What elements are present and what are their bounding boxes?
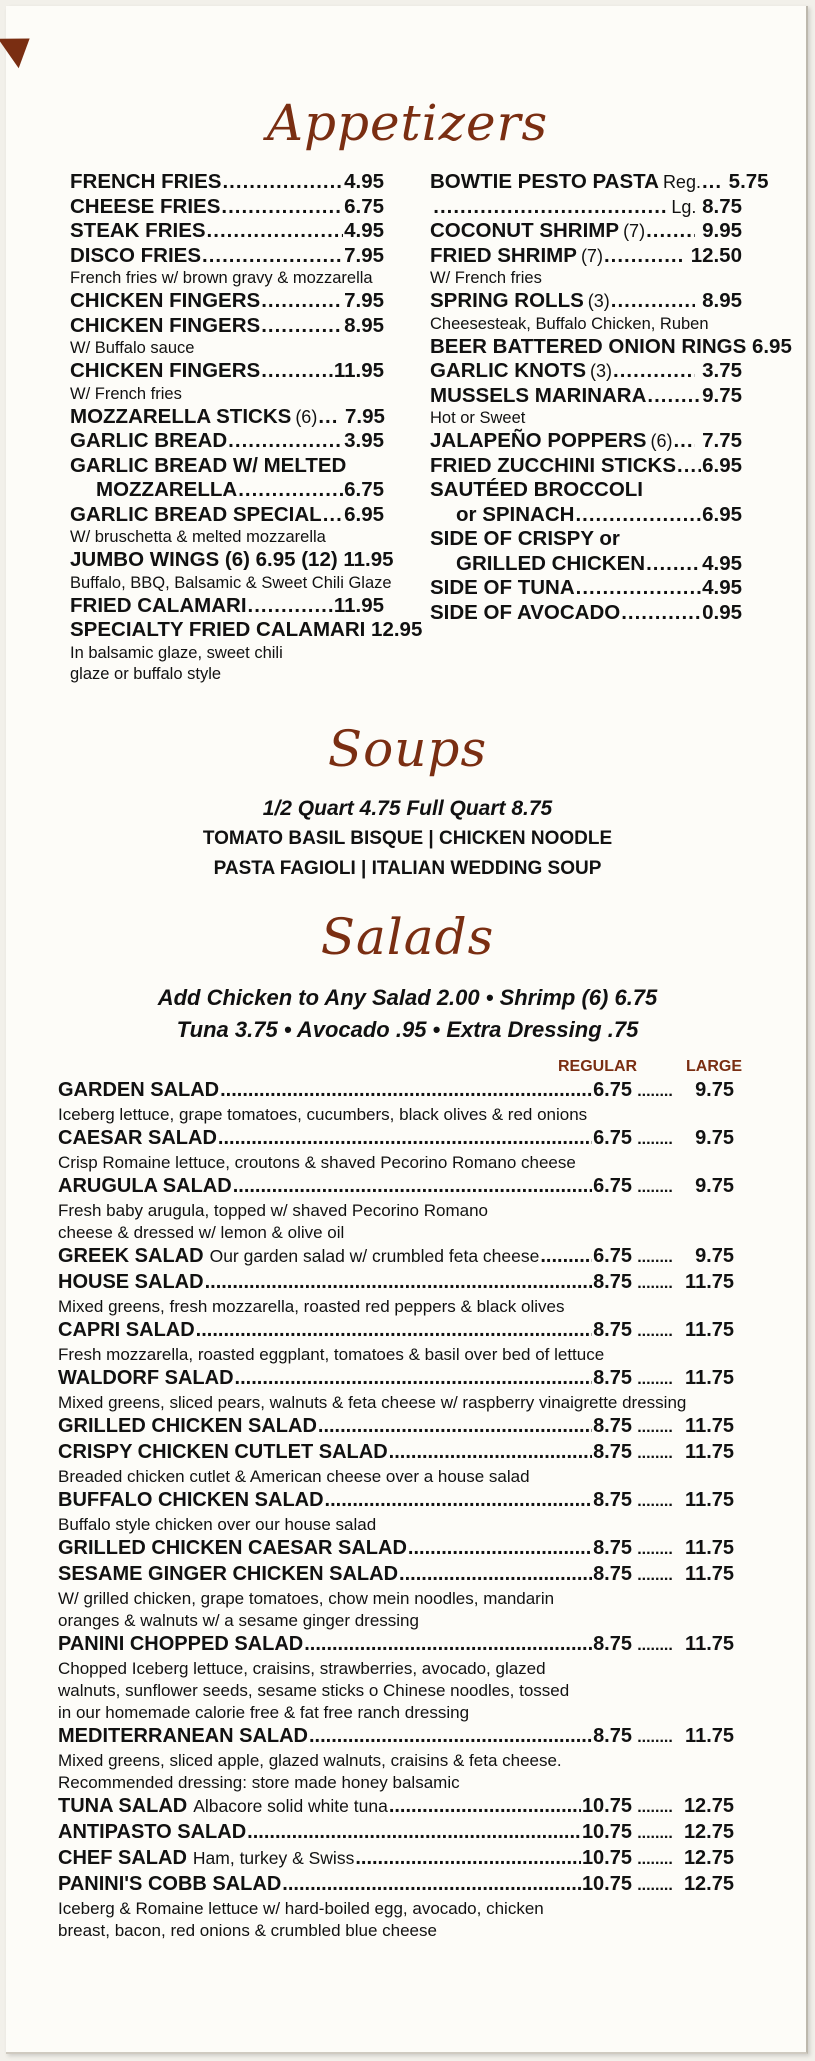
item-name: CHEESE FRIES [70, 194, 221, 218]
salad-inline-description: Albacore solid white tuna [193, 1796, 388, 1816]
leader-dots-short: ........ [637, 1541, 673, 1558]
leader-dots [221, 195, 343, 220]
leader-dots-short: ........ [637, 1179, 673, 1196]
item-price: 9.75 [702, 383, 742, 407]
regular-price: 8.75 [593, 1441, 632, 1463]
menu-item-row [430, 429, 742, 454]
item-name: SAUTÉED BROCCOLI [430, 478, 643, 501]
salad-description: in our homemade calorie free & fat free ranch dressing [58, 1703, 470, 1722]
large-price: 11.75 [685, 1319, 734, 1341]
salad-name: WALDORF SALAD [58, 1367, 234, 1389]
regular-price: 8.75 [593, 1367, 632, 1389]
leader-dots [621, 601, 701, 626]
leader-dots-short: ........ [637, 1851, 673, 1868]
item-description: W/ French fries [430, 269, 542, 287]
menu-item-row [430, 527, 742, 552]
menu-item-row [430, 552, 742, 577]
item-name: BEER BATTERED ONION RINGS 6.95 [430, 334, 792, 358]
menu-item-row [430, 334, 792, 360]
salad-row [58, 1820, 734, 1846]
item-name: DISCO FRIES [70, 243, 201, 267]
leader-dots-short: ........ [637, 1083, 673, 1100]
salad-description: walnuts, sunflower seeds, sesame sticks o Chinese noodles, tossed [58, 1681, 570, 1700]
leader-dots [304, 1632, 592, 1656]
salad-row [58, 1872, 734, 1898]
item-option: (6) [295, 406, 318, 427]
salad-name: GRILLED CHICKEN CAESAR SALAD [58, 1537, 407, 1559]
large-price: 12.75 [683, 1847, 734, 1869]
menu-item-row [430, 359, 742, 384]
salad-name: BUFFALO CHICKEN SALAD [58, 1489, 324, 1511]
soups-list-line-2: PASTA FAGIOLI | ITALIAN WEDDING SOUP [213, 858, 602, 879]
leader-dots [646, 219, 695, 244]
item-option: (6) [650, 431, 673, 451]
leader-dots-short: ........ [637, 1877, 673, 1894]
large-price: 9.75 [695, 1245, 734, 1267]
item-name: GARLIC BREAD [70, 429, 228, 452]
leader-dots [677, 454, 701, 479]
leader-dots [309, 1724, 592, 1748]
leader-dots [220, 1078, 592, 1102]
salads-addon-line-2: Tuna 3.75 • Avocado .95 • Extra Dressing .75 [176, 1017, 639, 1042]
regular-price: 8.75 [593, 1563, 632, 1585]
leader-dots [248, 594, 333, 619]
item-price: 4.95 [344, 219, 384, 242]
leader-dots [408, 1536, 592, 1560]
item-name: COCONUT SHRIMP [430, 219, 620, 242]
item-option: Reg. [662, 172, 701, 192]
appetizers-left-column [70, 170, 423, 685]
salad-row [58, 1536, 734, 1562]
large-price: 11.75 [685, 1441, 734, 1463]
leader-dots [389, 1440, 592, 1464]
salad-description: Mixed greens, sliced apple, glazed walnuts, craisins & feta cheese. [58, 1751, 562, 1770]
leader-dots [235, 1366, 593, 1390]
salad-name: HOUSE SALAD [58, 1271, 204, 1293]
item-description: W/ Buffalo sauce [70, 339, 195, 357]
salad-name: SESAME GINGER CHICKEN SALAD [58, 1563, 399, 1585]
regular-price: 6.75 [593, 1127, 632, 1149]
item-name: CHICKEN FINGERS [70, 289, 261, 312]
leader-dots-short: ........ [637, 1825, 673, 1842]
leader-dots-short: ........ [637, 1323, 673, 1340]
leader-dots [261, 359, 333, 384]
item-price: 5.75 [728, 170, 769, 193]
leader-dots [196, 1318, 592, 1342]
salad-row [58, 1562, 734, 1588]
salad-name: CHEF SALAD [58, 1847, 187, 1869]
salad-inline-description: Our garden salad w/ crumbled feta cheese [209, 1246, 540, 1266]
regular-price: 8.75 [593, 1489, 632, 1511]
item-price: 9.95 [702, 219, 742, 242]
menu-item-row [430, 576, 742, 601]
leader-dots-short: ........ [637, 1131, 673, 1148]
large-price: 11.75 [685, 1725, 734, 1747]
leader-dots [389, 1794, 581, 1818]
item-price: 11.95 [333, 359, 384, 382]
regular-price: 8.75 [593, 1633, 632, 1655]
leader-dots [218, 1126, 592, 1150]
salad-name: ANTIPASTO SALAD [58, 1821, 247, 1843]
leader-dots [233, 1174, 592, 1198]
regular-price: 10.75 [581, 1873, 632, 1895]
regular-price: 10.75 [581, 1795, 632, 1817]
item-price: 6.75 [344, 478, 384, 501]
salad-row [58, 1846, 734, 1872]
item-price: 0.95 [702, 600, 742, 624]
item-name: MOZZARELLA STICKS [70, 404, 292, 428]
leader-dots [325, 1488, 593, 1512]
regular-price: 8.75 [593, 1725, 632, 1747]
item-name: MOZZARELLA [96, 478, 238, 501]
salad-inline-description: Ham, turkey & Swiss [192, 1848, 355, 1868]
item-description: French fries w/ brown gravy & mozzarella [70, 269, 373, 287]
item-price: 4.95 [702, 576, 742, 599]
leader-dots-short: ........ [637, 1637, 673, 1654]
large-price: 11.75 [685, 1563, 734, 1585]
item-price: 3.95 [344, 429, 384, 452]
regular-price: 8.75 [593, 1319, 632, 1341]
item-price: 6.95 [702, 502, 742, 526]
salad-name: CAESAR SALAD [58, 1127, 217, 1149]
leader-dots [222, 170, 343, 195]
item-name: MUSSELS MARINARA [430, 383, 647, 407]
leader-dots [202, 244, 343, 269]
menu-item-row [70, 219, 384, 244]
item-price: 7.75 [702, 429, 742, 452]
salad-description: Iceberg & Romaine lettuce w/ hard-boiled egg, avocado, chicken [58, 1899, 544, 1918]
item-name: GARLIC BREAD W/ MELTED [70, 453, 347, 477]
salad-name: PANINI'S COBB SALAD [58, 1873, 282, 1895]
item-name: GARLIC KNOTS [430, 359, 587, 382]
leader-dots [611, 289, 696, 314]
menu-item-row [70, 314, 384, 339]
salad-row [58, 1270, 734, 1296]
salad-row [58, 1366, 734, 1392]
menu-item-row [70, 618, 423, 643]
leader-dots-short: ........ [637, 1493, 673, 1510]
item-option: (7) [623, 221, 646, 241]
leader-dots-short: ........ [637, 1445, 673, 1462]
item-price: 4.95 [702, 551, 742, 575]
leader-dots-short: ........ [637, 1419, 673, 1436]
item-option: (3) [587, 291, 610, 311]
item-name: SPECIALTY FRIED CALAMARI 12.95 [70, 618, 423, 641]
leader-dots [399, 1562, 592, 1586]
item-name: GARLIC BREAD SPECIAL [70, 502, 322, 526]
item-name: CHICKEN FINGERS [70, 313, 261, 337]
menu-item-row [430, 478, 742, 503]
leader-dots [282, 1872, 581, 1896]
leader-dots [207, 219, 344, 244]
menu-item-row [70, 244, 384, 269]
large-price: 11.75 [685, 1537, 734, 1559]
leader-dots [702, 170, 722, 195]
salad-description: Breaded chicken cutlet & American cheese over a house salad [58, 1467, 530, 1486]
regular-price: 8.75 [593, 1537, 632, 1559]
menu-item-row [430, 384, 742, 409]
salad-name: MEDITERRANEAN SALAD [58, 1725, 308, 1747]
leader-dots [318, 405, 338, 430]
menu-item-row [70, 548, 394, 573]
leader-dots [575, 503, 701, 528]
large-price: 11.75 [685, 1367, 734, 1389]
regular-price: 6.75 [593, 1175, 632, 1197]
regular-price: 6.75 [593, 1245, 632, 1267]
salad-description: Mixed greens, sliced pears, walnuts & feta cheese w/ raspberry vinaigrette dressing [58, 1393, 687, 1412]
salad-row [58, 1794, 734, 1820]
menu-item-row [70, 503, 384, 528]
large-price: 11.75 [685, 1415, 734, 1437]
item-name: FRIED ZUCCHINI STICKS [430, 453, 676, 477]
leader-dots [261, 289, 343, 314]
item-price: 7.95 [345, 404, 385, 428]
leader-dots-short: ........ [637, 1729, 673, 1746]
item-name: JALAPEÑO POPPERS [430, 429, 647, 452]
salad-description: Recommended dressing: store made honey balsamic [58, 1773, 460, 1792]
leader-dots [247, 1820, 581, 1844]
salad-row [58, 1126, 734, 1152]
leader-dots-short: ........ [637, 1275, 673, 1292]
salad-description: oranges & walnuts w/ a sesame ginger dressing [58, 1611, 419, 1630]
item-option: (7) [580, 245, 603, 266]
salads-addon-line-1: Add Chicken to Any Salad 2.00 • Shrimp (6) 6.75 [157, 985, 658, 1010]
menu-item-row [430, 195, 742, 220]
regular-header: REGULAR [558, 1058, 638, 1075]
item-description: W/ bruschetta & melted mozzarella [70, 528, 326, 546]
menu-item-row [430, 219, 742, 244]
leader-dots-short: ........ [637, 1371, 673, 1388]
item-name: SIDE OF TUNA [430, 576, 575, 599]
item-price: 6.75 [344, 194, 384, 218]
leader-dots [355, 1846, 581, 1870]
item-price: 8.95 [702, 289, 742, 312]
menu-item-row [70, 195, 384, 220]
salad-name: TUNA SALAD [58, 1795, 188, 1817]
item-description: Buffalo, BBQ, Balsamic & Sweet Chili Glaze [70, 573, 392, 592]
item-price: 12.50 [690, 243, 742, 267]
item-name: SIDE OF CRISPY or [430, 527, 620, 550]
appetizers-right-column [430, 170, 792, 625]
menu-item-row [430, 503, 742, 528]
regular-price: 6.75 [593, 1079, 632, 1101]
regular-price: 8.75 [593, 1415, 632, 1437]
salad-row [58, 1488, 734, 1514]
item-name: SIDE OF AVOCADO [430, 600, 621, 624]
salad-description: breast, bacon, red onions & crumbled blue cheese [58, 1921, 437, 1940]
menu-item-row [70, 594, 384, 619]
item-price: 8.95 [344, 313, 384, 337]
leader-dots [205, 1270, 592, 1294]
salads-list [58, 1078, 734, 1942]
leader-dots-short: ........ [637, 1799, 673, 1816]
salad-description: Mixed greens, fresh mozzarella, roasted red peppers & black olives [58, 1297, 565, 1316]
item-price: 7.95 [344, 243, 384, 267]
leader-dots [540, 1244, 592, 1268]
menu-item-row [70, 170, 384, 195]
item-price: 6.95 [344, 502, 384, 526]
regular-price: 10.75 [581, 1821, 632, 1843]
salad-row [58, 1318, 734, 1344]
salad-row [58, 1244, 734, 1270]
large-price: 12.75 [683, 1795, 734, 1817]
item-option: (3) [590, 361, 613, 381]
menu-item-row [430, 244, 742, 269]
menu-item-row [430, 170, 769, 195]
leader-dots [604, 244, 684, 269]
large-price: 9.75 [695, 1079, 734, 1101]
item-description: Cheesesteak, Buffalo Chicken, Ruben [430, 314, 709, 333]
large-price: 11.75 [685, 1271, 734, 1293]
appetizers-title: Appetizers [266, 94, 549, 152]
large-price: 9.75 [695, 1175, 734, 1197]
leader-dots [433, 195, 666, 220]
salad-description: W/ grilled chicken, grape tomatoes, chow mein noodles, mandarin [58, 1589, 555, 1608]
menu-item-row [70, 359, 384, 384]
menu-item-row [430, 289, 742, 314]
salad-row [58, 1414, 734, 1440]
leader-dots [238, 478, 343, 503]
item-description: glaze or buffalo style [70, 664, 222, 683]
salad-name: PANINI CHOPPED SALAD [58, 1633, 304, 1655]
salad-name: CAPRI SALAD [58, 1319, 195, 1341]
large-header: LARGE [686, 1058, 742, 1075]
salad-row [58, 1724, 734, 1750]
menu-item-row [70, 478, 384, 503]
salad-description: Chopped Iceberg lettuce, craisins, strawberries, avocado, glazed [58, 1659, 546, 1678]
item-description: W/ French fries [70, 384, 182, 403]
menu-item-row [70, 289, 384, 314]
large-price: 12.75 [683, 1821, 734, 1843]
item-option: Lg. [671, 196, 697, 217]
salad-description: Fresh baby arugula, topped w/ shaved Pecorino Romano [58, 1201, 488, 1220]
salad-name: ARUGULA SALAD [58, 1175, 232, 1197]
leader-dots [323, 503, 343, 528]
salad-row [58, 1174, 734, 1200]
item-price: 7.95 [344, 289, 384, 312]
menu-item-row [70, 429, 384, 454]
leader-dots-short: ........ [637, 1567, 673, 1584]
item-name: JUMBO WINGS (6) 6.95 (12) 11.95 [70, 548, 394, 571]
leader-dots [613, 359, 695, 384]
leader-dots [646, 552, 701, 577]
large-price: 9.75 [695, 1127, 734, 1149]
item-name: FRENCH FRIES [70, 170, 222, 193]
leader-dots-short: ........ [637, 1249, 673, 1266]
item-price: 3.75 [702, 359, 742, 382]
leader-dots [647, 384, 701, 409]
soups-list-line-1: TOMATO BASIL BISQUE | CHICKEN NOODLE [202, 828, 613, 849]
item-name: FRIED CALAMARI [70, 593, 247, 617]
large-price: 11.75 [685, 1633, 734, 1655]
salad-name: GARDEN SALAD [58, 1079, 220, 1101]
leader-dots [318, 1414, 592, 1438]
item-name: BOWTIE PESTO PASTA [430, 170, 659, 193]
item-name: SPRING ROLLS [430, 289, 584, 312]
leader-dots [228, 429, 343, 454]
item-name: STEAK FRIES [70, 219, 206, 242]
salad-row [58, 1440, 734, 1466]
salad-row [58, 1078, 734, 1104]
large-price: 11.75 [685, 1489, 734, 1511]
leader-dots [261, 314, 343, 339]
soups-price-line: 1/2 Quart 4.75 Full Quart 8.75 [262, 797, 553, 820]
salad-description: Buffalo style chicken over our house salad [58, 1515, 377, 1534]
soups-title: Soups [327, 720, 488, 778]
menu-item-row [430, 454, 742, 479]
item-name: CHICKEN FINGERS [70, 359, 261, 382]
salad-description: Iceberg lettuce, grape tomatoes, cucumbers, black olives & red onions [58, 1105, 588, 1124]
item-description: In balsamic glaze, sweet chili [70, 643, 283, 662]
menu-item-row [70, 454, 384, 479]
menu-item-row [430, 601, 742, 626]
salad-name: CRISPY CHICKEN CUTLET SALAD [58, 1441, 388, 1463]
item-description: Hot or Sweet [430, 409, 526, 427]
leader-dots [673, 429, 695, 454]
item-name: or SPINACH [456, 502, 575, 526]
regular-price: 10.75 [581, 1847, 632, 1869]
large-price: 12.75 [683, 1873, 734, 1895]
item-name: FRIED SHRIMP [430, 243, 577, 267]
item-name: GRILLED CHICKEN [456, 551, 646, 575]
salad-row [58, 1632, 734, 1658]
salad-name: GREEK SALAD [58, 1245, 204, 1267]
salad-description: Crisp Romaine lettuce, croutons & shaved Pecorino Romano cheese [58, 1153, 576, 1172]
item-price: 6.95 [702, 453, 742, 477]
item-price: 8.75 [702, 194, 742, 218]
salad-description: Fresh mozzarella, roasted eggplant, tomatoes & basil over bed of lettuce [58, 1345, 605, 1364]
salad-name: GRILLED CHICKEN SALAD [58, 1415, 317, 1437]
salads-title: Salads [320, 908, 495, 966]
menu-item-row [70, 405, 384, 430]
leader-dots [576, 576, 701, 601]
item-price: 11.95 [333, 593, 384, 617]
item-price: 4.95 [344, 170, 384, 193]
salad-description: cheese & dressed w/ lemon & olive oil [58, 1223, 345, 1242]
regular-price: 8.75 [593, 1271, 632, 1293]
